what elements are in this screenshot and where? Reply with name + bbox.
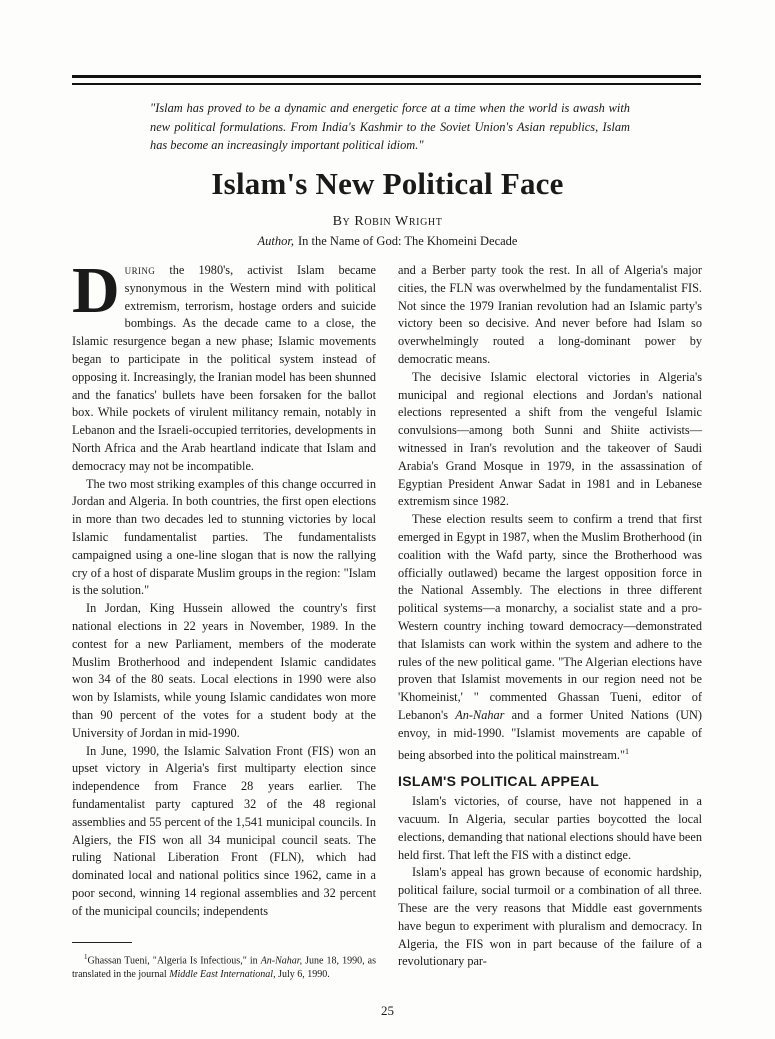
- author-book: In the Name of God: The Khomeini Decade: [297, 234, 518, 248]
- footnote-ref: 1: [625, 746, 629, 756]
- paragraph: [398, 511, 702, 764]
- footnote-text: Ghassan Tueni, "Algeria Is Infectious," in: [87, 955, 261, 967]
- byline: By Robin Wright: [332, 214, 443, 229]
- header-rule-bottom: [72, 83, 701, 85]
- footnote: [72, 950, 376, 982]
- drop-cap: D: [72, 254, 120, 327]
- article-title: Islam's New Political Face: [211, 166, 564, 201]
- footnote-rule: [72, 942, 132, 943]
- column-right: [398, 262, 702, 971]
- paragraph-text: These election results seem to confirm a trend that first emerged in Egypt in 1987, when the Muslim Brotherhood (in coalition with the Wafd party, since the Brotherhood was officially outlawed) became the largest opposition force in the National Assembly. The elections in three different political systems—a monarchy, a socialist state and a pro-Western country inching toward democracy—demonstrated that Islamists can work within the system and adhere to the rules of the new political game. "The Algerian elections have proven that Islamist movements in our region need not be 'Khomeinist,' " commented Ghassan Tueni, editor of Lebanon's: [398, 512, 702, 722]
- paragraph: [72, 254, 376, 476]
- paragraph: In Jordan, King Hussein allowed the country's first national elections in 22 years in November, 1989. In the contest for a new Parliament, members of the moderate Muslim Brotherhood and independent Islamic candidates won 34 of the 80 seats. Local elections in 1990 were also won by Islamists, while young Islamic candidates won more than 90 percent of the votes for a student body at the University of Jordan in mid-1990.: [72, 601, 376, 740]
- paragraph-text: and a former United Nations (UN) envoy, in mid-1990. "Islamist movements are capable of being absorbed into the political mainstream.": [398, 707, 702, 762]
- paragraph: The two most striking examples of this change occurred in Jordan and Algeria. In both countries, the first open elections in more than two decades led to stunning victories by local Islamic fundamentalist parties. The fundamentalists campaigned using a one-line slogan that is now the rallying cry of a host of disparate Muslim groups in the region: "Islam is the solution.": [72, 476, 376, 598]
- header-rule-top: [72, 75, 701, 78]
- paragraph: The decisive Islamic electoral victories in Algeria's municipal and regional elections and Jordan's national elections represented a shift from the vengeful Islamic convulsions—among both Sunni and Shiite activists—witnessed in Iran's revolution and the takeover of Saudi Arabia's Grand Mosque in 1979, in the assassination of Egyptian President Anwar Sadat in 1981 and in Lebanese extremism since 1982.: [398, 369, 702, 509]
- paragraph: In June, 1990, the Islamic Salvation Front (FIS) won an upset victory in Algeria's first multiparty election since independence from France 28 years earlier. The fundamentalist party captured 32 of the 48 regional assemblies and 55 percent of the 1,541 municipal councils. In Algiers, the FIS won all 34 municipal council seats. The ruling National Liberation Front (FLN), which had dominated local and national politics since 1962, came in a poor second, winning 14 regional assemblies and 32 percent of the municipal councils; independents: [72, 743, 376, 918]
- page-number: 25: [381, 1003, 394, 1018]
- footnote-publication: Middle East International,: [169, 969, 276, 981]
- section-heading: ISLAM'S POLITICAL APPEAL: [398, 773, 600, 790]
- footnote-mark: 1: [84, 953, 88, 961]
- paragraph-text: the 1980's, activist Islam became synonymous in the Western mind with political extremism, terrorism, hostage orders and suicide bombings. As the decade came to a close, the Islamic resurgence began a new phase; Islamic movements began to participate in the political system instead of opposing it. Increasingly, the Iranian model has been shunned and the fanatics' bullets have been forsaken for the ballot box. While pockets of virulent militancy remain, notably in Lebanon and the Israeli-occupied territories, developments in North Africa and the Arab heartland indicate that Islam and democracy may not be incompatible.: [72, 263, 376, 473]
- lead-in: uring: [124, 263, 156, 277]
- footnote-publication: An-Nahar,: [260, 955, 303, 967]
- column-left: [72, 254, 376, 920]
- author-label: Author,: [257, 234, 294, 248]
- paragraph: Islam's appeal has grown because of economic hardship, political failure, social turmoil or a combination of all three. These are the very reasons that Middle east governments have begun to experiment with pluralism and democracy. In Algeria, the FIS won in part because of the failure of a revolutionary par-: [398, 865, 702, 969]
- paragraph: and a Berber party took the rest. In all of Algeria's major cities, the FLN was overwhelmed by the fundamentalist FIS. Not since the 1979 Iranian revolution had an Islamic party's victory been so decisive. And never before had Islam so overwhelmingly routed a long-dominant power by democratic means.: [398, 263, 702, 366]
- author-credit: [0, 234, 775, 249]
- footnote-text: June 18, 1990, as translated in the journal: [72, 955, 376, 981]
- epigraph: "Islam has proved to be a dynamic and energetic force at a time when the world is awash with new political formulations. From India's Kashmir to the Soviet Union's Asian republics, Islam has become an increasingly important political idiom.": [150, 101, 630, 152]
- paragraph: Islam's victories, of course, have not happened in a vacuum. In Algeria, secular parties boycotted the local elections, demanding that national elections should have been held first. That left the FIS with a distinct edge.: [398, 794, 702, 862]
- footnote-text: July 6, 1990.: [275, 969, 330, 981]
- publication-name: An-Nahar: [455, 707, 505, 722]
